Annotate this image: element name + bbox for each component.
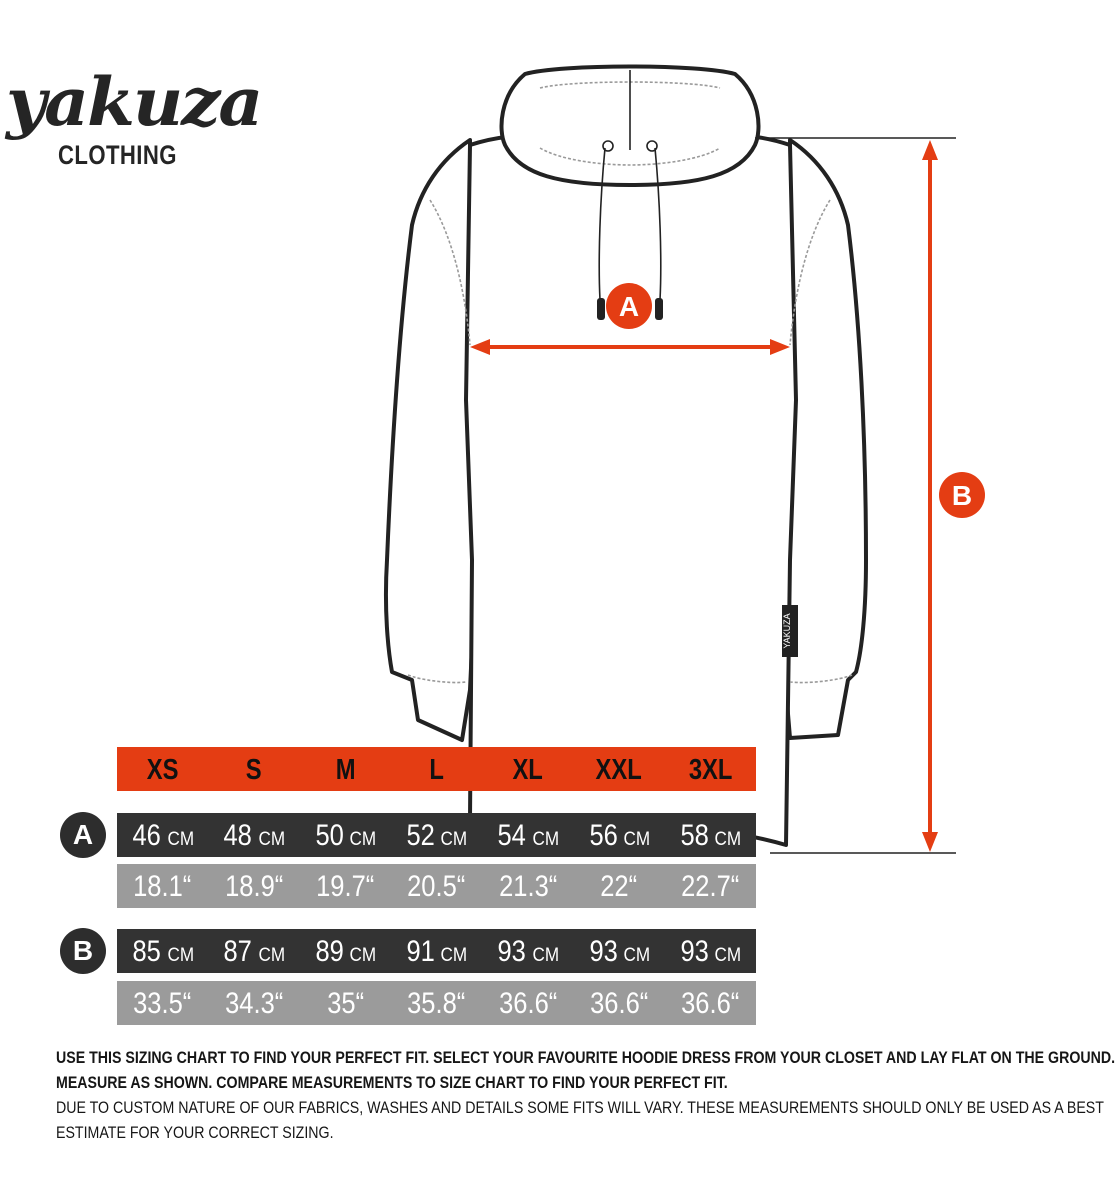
b-inch-cell: 34.3“ (224, 987, 283, 1020)
left-sleeve (386, 140, 476, 740)
b-cm-cell: 85 CM (132, 935, 194, 968)
b-cm-cell: 93 CM (680, 935, 742, 968)
b-cm-cell: 93 CM (497, 935, 559, 968)
a-inch-cell: 18.9“ (224, 870, 283, 903)
a-inch-cell: 22“ (600, 870, 638, 903)
measurement-a-label: A (618, 291, 640, 322)
a-cm-cell: 46 CM (132, 819, 194, 852)
logo-subtitle: CLOTHING (58, 140, 177, 170)
row-b-badge: B (60, 928, 106, 974)
b-inch-cell: 35“ (326, 987, 364, 1020)
size-m: M (335, 754, 356, 786)
hoodie-body (466, 135, 796, 845)
row-b-cm (117, 929, 756, 973)
b-inch-cell: 35.8“ (407, 987, 466, 1020)
row-a-badge: A (60, 812, 106, 858)
row-a-cm (117, 813, 756, 857)
b-inch-cell: 36.6“ (681, 987, 740, 1020)
b-inch-cell: 33.5“ (133, 987, 192, 1020)
b-inch-cell: 36.6“ (589, 987, 649, 1020)
logo-wordmark: yakuza (6, 63, 262, 141)
a-cm-cell: 54 CM (497, 819, 559, 852)
disclaimer-line-1: DUE TO CUSTOM NATURE OF OUR FABRICS, WASHES AND DETAILS SOME FITS WILL VARY. THESE MEASUREMENTS SHOULD ONLY BE USED AS A BEST (56, 1099, 1104, 1117)
b-inch-cell: 36.6“ (498, 987, 557, 1020)
size-xxl: XXL (595, 754, 643, 786)
a-cm-cell: 52 CM (406, 819, 468, 852)
a-cm-cell: 56 CM (589, 819, 651, 852)
instruction-line-1: USE THIS SIZING CHART TO FIND YOUR PERFECT FIT. SELECT YOUR FAVOURITE HOODIE DRESS FROM YOUR CLOSET AND LAY FLAT ON THE GROUND. (56, 1049, 1115, 1067)
size-header-row (117, 747, 756, 791)
size-s: S (245, 754, 262, 786)
a-cm-cell: 50 CM (315, 819, 377, 852)
sizing-instructions (56, 1046, 1115, 1146)
a-inch-cell: 19.7“ (316, 870, 375, 903)
size-xl: XL (512, 754, 543, 786)
measurement-b-label: B (951, 480, 973, 511)
size-l: L (429, 754, 444, 786)
a-inch-cell: 20.5“ (407, 870, 466, 903)
b-cm-cell: 87 CM (223, 935, 285, 968)
size-xs: XS (146, 754, 179, 786)
row-a-inch (117, 864, 756, 908)
b-cm-cell: 91 CM (406, 935, 468, 968)
a-cm-cell: 48 CM (223, 819, 285, 852)
row-b-inch (117, 981, 756, 1025)
size-3xl: 3XL (688, 754, 733, 786)
a-inch-cell: 21.3“ (498, 870, 557, 903)
b-cm-cell: 89 CM (315, 935, 377, 968)
instruction-line-2: MEASURE AS SHOWN. COMPARE MEASUREMENTS TO SIZE CHART TO FIND YOUR PERFECT FIT. (56, 1074, 728, 1092)
a-cm-cell: 58 CM (680, 819, 742, 852)
b-cm-cell: 93 CM (589, 935, 651, 968)
a-inch-cell: 18.1“ (133, 870, 192, 903)
brand-tag-text: YAKUZA (782, 613, 792, 649)
disclaimer-line-2: ESTIMATE FOR YOUR CORRECT SIZING. (56, 1124, 334, 1142)
a-inch-cell: 22.7“ (681, 870, 740, 903)
